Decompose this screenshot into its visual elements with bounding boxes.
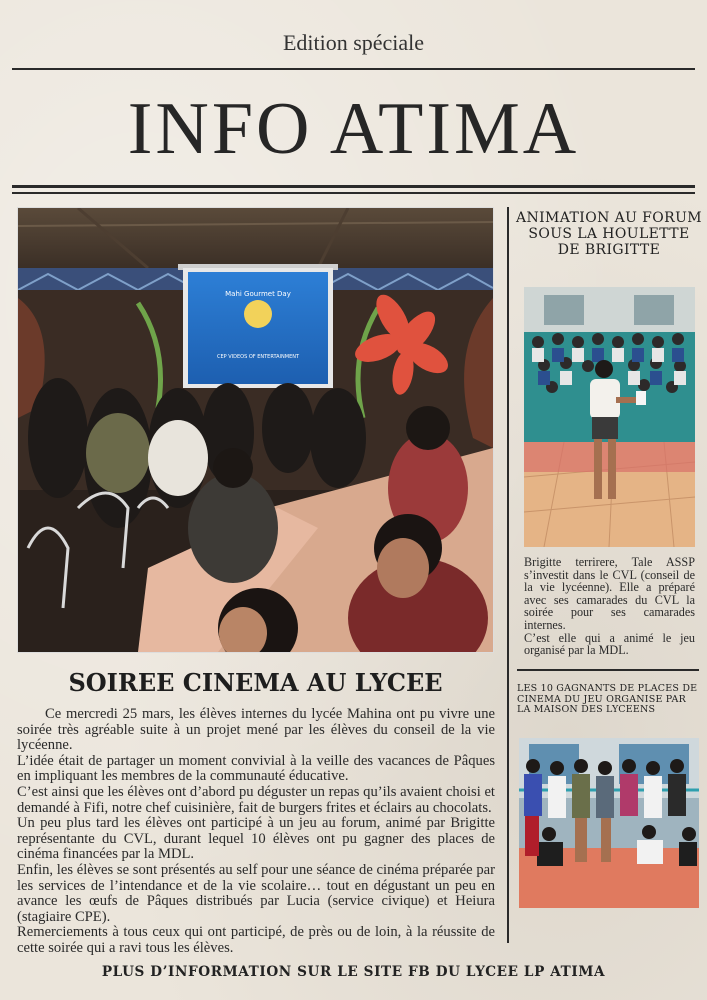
article-paragraph: Ce mercredi 25 mars, les élèves internes du lycée Mahina ont pu vivre une soirée très agréable suite à un projet mené par les élèves du conseil de la vie lycéenne.: [17, 706, 495, 754]
article-paragraph: Un peu plus tard les élèves ont participé à un jeu au forum, animé par Brigitte représentante du CVL, durant lequel 10 élèves ont pu gagner des places de cinéma financées par la MDL.: [17, 815, 495, 863]
edition-label: Edition spéciale: [282, 30, 425, 55]
footer-note: PLUS D’INFORMATION SUR LE SITE FB DU LYCEE LP ATIMA: [101, 964, 606, 980]
winners-caption: LES 10 GAGNANTS DE PLACES DE CINEMA DU JEU ORGANISE PAR LA MAISON DES LYCEENS: [517, 683, 698, 715]
masthead-rule-upper: [12, 185, 695, 188]
sidebar-title: ANIMATION AU FORUM SOUS LA HOULETTE DE BRIGITTE: [515, 210, 703, 258]
sidebar-paragraph: C’est elle qui a animé le jeu organisé par la MDL.: [524, 630, 695, 658]
article-headline: SOIREE CINEMA AU LYCEE: [68, 668, 443, 697]
forum-animation-photo: [524, 287, 695, 547]
cinema-night-photo: [17, 207, 494, 653]
masthead-rule-lower: [12, 192, 695, 194]
screen-subtitle: CEP VIDEOS OF ENTERTAINMENT: [216, 354, 300, 360]
column-divider: [507, 207, 509, 943]
article-paragraph: Enfin, les élèves se sont présentés au self pour une séance de cinéma préparée par les services de l’intendance et de la vie scolaire… tout en dégustant un peu en avance les œufs de Pâques distribués par Lucia (service civique) et Heiura (stagiaire CPE).: [17, 861, 495, 925]
article-paragraph: Remerciements à tous ceux qui ont participé, de près ou de loin, à la réussite de cette soirée qui a ravi tous les élèves.: [17, 924, 495, 956]
article-paragraph: C’est ainsi que les élèves ont d’abord pu déguster un repas qu’ils avaient choisi et demandé à Fifi, notre chef cuisinière, fait de burgers frites et éclairs au chocolats.: [17, 783, 495, 816]
winners-group-photo: [519, 738, 699, 908]
article-body: [17, 707, 495, 957]
sidebar-text: [524, 556, 695, 657]
sidebar-paragraph: Brigitte terrirere, Tale ASSP s’investit dans le CVL (conseil de la vie lycéenne). Elle a préparé avec ses camarades du CVL la soirée pour ses camarades internes.: [524, 555, 695, 632]
article-paragraph: L’idée était de partager un moment convivial à la veille des vacances de Pâques en impliquant les membres de la communauté éducative.: [17, 752, 495, 785]
screen-title: Mahi Gourmet Day: [225, 290, 291, 298]
masthead-title: INFO ATIMA: [127, 88, 580, 170]
top-rule: [12, 68, 695, 70]
sidebar-rule: [517, 669, 699, 671]
